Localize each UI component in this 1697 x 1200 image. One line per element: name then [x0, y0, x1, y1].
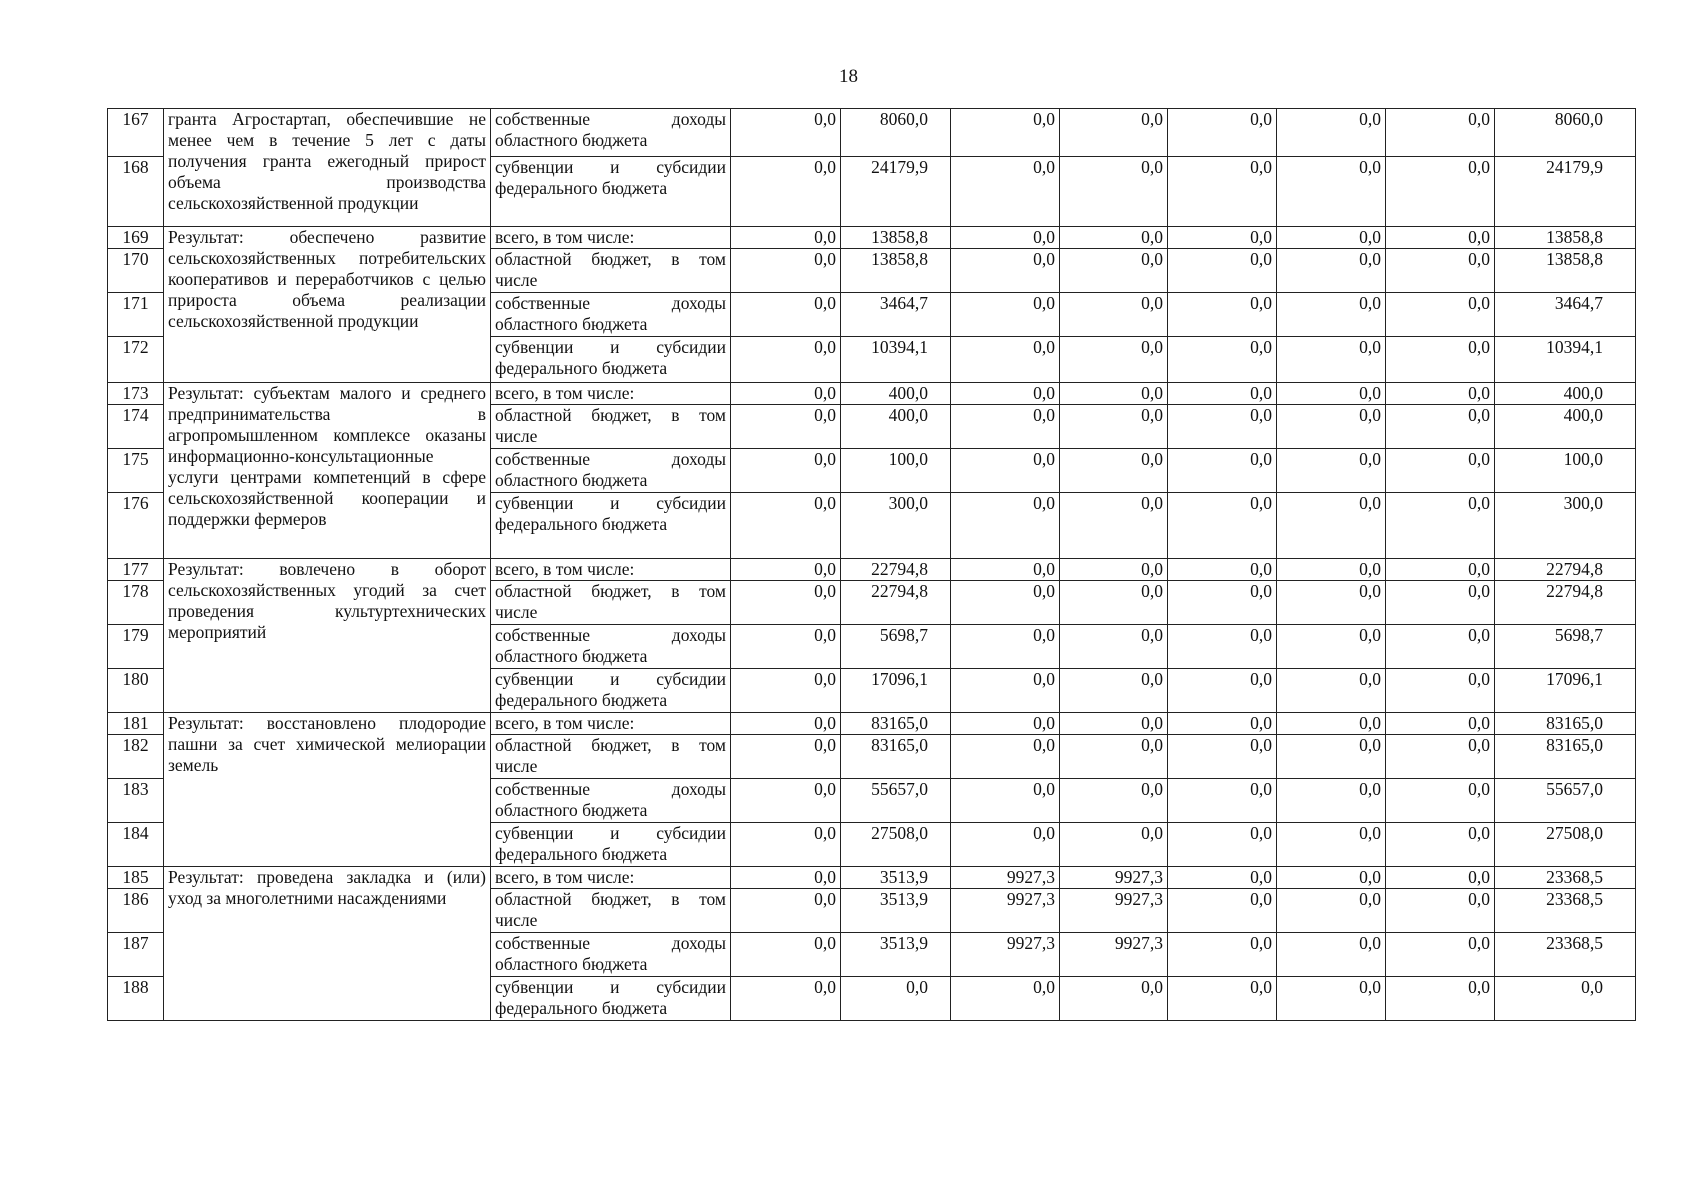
funding-source: областной бюджет, в том числе — [491, 249, 731, 293]
amount-value: 0,0 — [1277, 823, 1386, 867]
amount-value: 0,0 — [1168, 867, 1277, 889]
funding-source: всего, в том числе: — [491, 867, 731, 889]
amount-value: 0,0 — [951, 337, 1060, 383]
amount-value: 0,0 — [1168, 449, 1277, 493]
amount-value: 17096,1 — [841, 669, 951, 713]
amount-value: 300,0 — [841, 493, 951, 559]
amount-value: 0,0 — [1168, 713, 1277, 735]
amount-value: 0,0 — [1060, 405, 1168, 449]
amount-value: 27508,0 — [841, 823, 951, 867]
amount-value: 0,0 — [1277, 157, 1386, 227]
amount-value: 0,0 — [731, 581, 841, 625]
result-description: Результат: субъектам малого и среднего предпринимательства в агропромышленном комплексе оказаны информационно-консультационные услуги центрами компетенций в сфере сельскохозяйственной кооперации и поддержки фермеров — [164, 383, 491, 559]
row-number: 186 — [108, 889, 164, 933]
amount-value: 0,0 — [1168, 405, 1277, 449]
result-description: Результат: восстановлено плодородие пашни за счет химической мелиорации земель — [164, 713, 491, 867]
amount-value: 83165,0 — [841, 713, 951, 735]
amount-value: 0,0 — [1168, 249, 1277, 293]
row-number: 177 — [108, 559, 164, 581]
amount-value: 0,0 — [731, 109, 841, 157]
amount-value: 0,0 — [1277, 867, 1386, 889]
total-value: 8060,0 — [1495, 109, 1636, 157]
amount-value: 9927,3 — [951, 867, 1060, 889]
total-value: 400,0 — [1495, 383, 1636, 405]
row-number: 174 — [108, 405, 164, 449]
amount-value: 0,0 — [1277, 405, 1386, 449]
amount-value: 0,0 — [1277, 227, 1386, 249]
amount-value: 0,0 — [1277, 625, 1386, 669]
amount-value: 0,0 — [1277, 109, 1386, 157]
amount-value: 0,0 — [1060, 337, 1168, 383]
amount-value: 0,0 — [731, 889, 841, 933]
funding-source: областной бюджет, в том числе — [491, 889, 731, 933]
row-number: 184 — [108, 823, 164, 867]
amount-value: 0,0 — [951, 293, 1060, 337]
total-value: 23368,5 — [1495, 889, 1636, 933]
total-value: 17096,1 — [1495, 669, 1636, 713]
amount-value: 0,0 — [1386, 249, 1495, 293]
total-value: 22794,8 — [1495, 559, 1636, 581]
amount-value: 0,0 — [951, 735, 1060, 779]
amount-value: 0,0 — [1386, 383, 1495, 405]
amount-value: 0,0 — [1168, 383, 1277, 405]
row-number: 175 — [108, 449, 164, 493]
table-row — [108, 383, 1636, 405]
amount-value: 0,0 — [1386, 889, 1495, 933]
amount-value: 0,0 — [1277, 293, 1386, 337]
row-number: 181 — [108, 713, 164, 735]
amount-value: 0,0 — [731, 157, 841, 227]
row-number: 173 — [108, 383, 164, 405]
amount-value: 0,0 — [1277, 933, 1386, 977]
result-description: Результат: проведена закладка и (или) уход за многолетними насаждениями — [164, 867, 491, 1021]
funding-source: собственные доходы областного бюджета — [491, 933, 731, 977]
funding-source: собственные доходы областного бюджета — [491, 109, 731, 157]
amount-value: 0,0 — [1277, 669, 1386, 713]
amount-value: 0,0 — [731, 933, 841, 977]
amount-value: 0,0 — [841, 977, 951, 1021]
funding-source: всего, в том числе: — [491, 559, 731, 581]
row-number: 180 — [108, 669, 164, 713]
amount-value: 0,0 — [1060, 669, 1168, 713]
amount-value: 0,0 — [1386, 227, 1495, 249]
funding-source: субвенции и субсидии федерального бюджета — [491, 823, 731, 867]
amount-value: 0,0 — [1386, 293, 1495, 337]
amount-value: 0,0 — [1386, 933, 1495, 977]
amount-value: 0,0 — [1060, 449, 1168, 493]
total-value: 10394,1 — [1495, 337, 1636, 383]
amount-value: 0,0 — [1386, 449, 1495, 493]
amount-value: 0,0 — [1060, 713, 1168, 735]
amount-value: 0,0 — [1060, 581, 1168, 625]
amount-value: 100,0 — [841, 449, 951, 493]
budget-table-body — [108, 109, 1636, 1021]
amount-value: 55657,0 — [841, 779, 951, 823]
total-value: 0,0 — [1495, 977, 1636, 1021]
amount-value: 0,0 — [1060, 383, 1168, 405]
amount-value: 0,0 — [1060, 109, 1168, 157]
amount-value: 0,0 — [951, 227, 1060, 249]
amount-value: 0,0 — [1168, 581, 1277, 625]
amount-value: 0,0 — [1277, 449, 1386, 493]
row-number: 183 — [108, 779, 164, 823]
total-value: 23368,5 — [1495, 933, 1636, 977]
amount-value: 0,0 — [1277, 889, 1386, 933]
funding-source: всего, в том числе: — [491, 713, 731, 735]
amount-value: 0,0 — [1168, 227, 1277, 249]
amount-value: 0,0 — [1386, 625, 1495, 669]
row-number: 176 — [108, 493, 164, 559]
amount-value: 0,0 — [1386, 109, 1495, 157]
amount-value: 0,0 — [1386, 779, 1495, 823]
amount-value: 0,0 — [1386, 669, 1495, 713]
amount-value: 3464,7 — [841, 293, 951, 337]
amount-value: 0,0 — [731, 713, 841, 735]
amount-value: 22794,8 — [841, 559, 951, 581]
amount-value: 0,0 — [1168, 977, 1277, 1021]
amount-value: 13858,8 — [841, 227, 951, 249]
amount-value: 0,0 — [951, 823, 1060, 867]
row-number: 168 — [108, 157, 164, 227]
row-number: 169 — [108, 227, 164, 249]
row-number: 188 — [108, 977, 164, 1021]
amount-value: 8060,0 — [841, 109, 951, 157]
amount-value: 0,0 — [951, 157, 1060, 227]
total-value: 13858,8 — [1495, 249, 1636, 293]
row-number: 178 — [108, 581, 164, 625]
amount-value: 0,0 — [1386, 157, 1495, 227]
page-number: 18 — [839, 66, 858, 87]
amount-value: 0,0 — [1168, 669, 1277, 713]
amount-value: 0,0 — [951, 713, 1060, 735]
amount-value: 0,0 — [731, 823, 841, 867]
amount-value: 3513,9 — [841, 867, 951, 889]
amount-value: 0,0 — [1386, 977, 1495, 1021]
total-value: 5698,7 — [1495, 625, 1636, 669]
amount-value: 22794,8 — [841, 581, 951, 625]
amount-value: 0,0 — [1386, 337, 1495, 383]
amount-value: 0,0 — [1277, 559, 1386, 581]
amount-value: 0,0 — [1060, 625, 1168, 669]
amount-value: 0,0 — [1277, 337, 1386, 383]
amount-value: 0,0 — [731, 249, 841, 293]
funding-source: собственные доходы областного бюджета — [491, 779, 731, 823]
row-number: 185 — [108, 867, 164, 889]
total-value: 3464,7 — [1495, 293, 1636, 337]
total-value: 300,0 — [1495, 493, 1636, 559]
amount-value: 0,0 — [1060, 227, 1168, 249]
amount-value: 5698,7 — [841, 625, 951, 669]
amount-value: 0,0 — [1060, 823, 1168, 867]
total-value: 400,0 — [1495, 405, 1636, 449]
amount-value: 0,0 — [1277, 249, 1386, 293]
amount-value: 24179,9 — [841, 157, 951, 227]
amount-value: 0,0 — [1386, 823, 1495, 867]
amount-value: 0,0 — [731, 383, 841, 405]
amount-value: 0,0 — [1277, 977, 1386, 1021]
amount-value: 0,0 — [1060, 293, 1168, 337]
amount-value: 0,0 — [1277, 493, 1386, 559]
amount-value: 0,0 — [1277, 383, 1386, 405]
amount-value: 0,0 — [731, 779, 841, 823]
amount-value: 0,0 — [731, 493, 841, 559]
funding-source: собственные доходы областного бюджета — [491, 293, 731, 337]
amount-value: 9927,3 — [951, 933, 1060, 977]
amount-value: 0,0 — [1168, 109, 1277, 157]
amount-value: 0,0 — [731, 405, 841, 449]
amount-value: 0,0 — [1168, 559, 1277, 581]
total-value: 100,0 — [1495, 449, 1636, 493]
amount-value: 0,0 — [1168, 779, 1277, 823]
amount-value: 13858,8 — [841, 249, 951, 293]
table-row — [108, 559, 1636, 581]
row-number: 182 — [108, 735, 164, 779]
amount-value: 0,0 — [1386, 405, 1495, 449]
amount-value: 0,0 — [1386, 559, 1495, 581]
funding-source: областной бюджет, в том числе — [491, 735, 731, 779]
row-number: 170 — [108, 249, 164, 293]
amount-value: 0,0 — [731, 449, 841, 493]
funding-source: субвенции и субсидии федерального бюджета — [491, 157, 731, 227]
total-value: 13858,8 — [1495, 227, 1636, 249]
amount-value: 0,0 — [1386, 735, 1495, 779]
amount-value: 9927,3 — [1060, 889, 1168, 933]
amount-value: 0,0 — [1168, 625, 1277, 669]
amount-value: 0,0 — [1386, 867, 1495, 889]
total-value: 83165,0 — [1495, 713, 1636, 735]
amount-value: 0,0 — [1277, 735, 1386, 779]
amount-value: 0,0 — [1277, 581, 1386, 625]
amount-value: 0,0 — [1386, 581, 1495, 625]
amount-value: 0,0 — [951, 493, 1060, 559]
funding-source: субвенции и субсидии федерального бюджета — [491, 337, 731, 383]
amount-value: 0,0 — [1168, 493, 1277, 559]
total-value: 55657,0 — [1495, 779, 1636, 823]
row-number: 167 — [108, 109, 164, 157]
funding-source: всего, в том числе: — [491, 227, 731, 249]
amount-value: 0,0 — [1060, 157, 1168, 227]
amount-value: 9927,3 — [951, 889, 1060, 933]
funding-source: областной бюджет, в том числе — [491, 405, 731, 449]
amount-value: 0,0 — [951, 559, 1060, 581]
amount-value: 0,0 — [951, 109, 1060, 157]
amount-value: 400,0 — [841, 383, 951, 405]
funding-source: всего, в том числе: — [491, 383, 731, 405]
amount-value: 0,0 — [1060, 493, 1168, 559]
amount-value: 0,0 — [951, 405, 1060, 449]
amount-value: 0,0 — [951, 625, 1060, 669]
total-value: 24179,9 — [1495, 157, 1636, 227]
row-number: 171 — [108, 293, 164, 337]
amount-value: 9927,3 — [1060, 933, 1168, 977]
funding-source: областной бюджет, в том числе — [491, 581, 731, 625]
amount-value: 3513,9 — [841, 933, 951, 977]
amount-value: 400,0 — [841, 405, 951, 449]
amount-value: 0,0 — [1168, 933, 1277, 977]
amount-value: 0,0 — [1060, 977, 1168, 1021]
amount-value: 0,0 — [731, 337, 841, 383]
amount-value: 0,0 — [951, 977, 1060, 1021]
funding-source: собственные доходы областного бюджета — [491, 449, 731, 493]
amount-value: 0,0 — [731, 735, 841, 779]
amount-value: 0,0 — [1168, 889, 1277, 933]
amount-value: 0,0 — [951, 581, 1060, 625]
amount-value: 0,0 — [1277, 713, 1386, 735]
funding-source: субвенции и субсидии федерального бюджета — [491, 493, 731, 559]
amount-value: 0,0 — [951, 779, 1060, 823]
result-description: Результат: вовлечено в оборот сельскохозяйственных угодий за счет проведения культуртехнических мероприятий — [164, 559, 491, 713]
total-value: 83165,0 — [1495, 735, 1636, 779]
table-row — [108, 109, 1636, 157]
funding-source: субвенции и субсидии федерального бюджета — [491, 669, 731, 713]
amount-value: 0,0 — [731, 293, 841, 337]
budget-table — [107, 108, 1636, 1021]
amount-value: 10394,1 — [841, 337, 951, 383]
amount-value: 0,0 — [731, 625, 841, 669]
amount-value: 0,0 — [1060, 249, 1168, 293]
table-row — [108, 227, 1636, 249]
amount-value: 9927,3 — [1060, 867, 1168, 889]
amount-value: 0,0 — [951, 383, 1060, 405]
amount-value: 0,0 — [1386, 493, 1495, 559]
result-description: гранта Агростартап, обеспечившие не менее чем в течение 5 лет с даты получения гранта ежегодный прирост объема производства сельскохозяйственной продукции — [164, 109, 491, 227]
amount-value: 0,0 — [951, 669, 1060, 713]
amount-value: 0,0 — [1168, 157, 1277, 227]
result-description: Результат: обеспечено развитие сельскохозяйственных потребительских кооперативов и переработчиков с целью прироста объема реализации сельскохозяйственной продукции — [164, 227, 491, 383]
amount-value: 0,0 — [1168, 823, 1277, 867]
amount-value: 0,0 — [731, 977, 841, 1021]
table-row — [108, 713, 1636, 735]
funding-source: субвенции и субсидии федерального бюджета — [491, 977, 731, 1021]
amount-value: 0,0 — [1060, 559, 1168, 581]
amount-value: 0,0 — [1168, 735, 1277, 779]
row-number: 172 — [108, 337, 164, 383]
amount-value: 0,0 — [1060, 779, 1168, 823]
amount-value: 0,0 — [951, 249, 1060, 293]
amount-value: 0,0 — [951, 449, 1060, 493]
total-value: 23368,5 — [1495, 867, 1636, 889]
amount-value: 3513,9 — [841, 889, 951, 933]
amount-value: 0,0 — [1277, 779, 1386, 823]
amount-value: 0,0 — [1168, 293, 1277, 337]
table-row — [108, 867, 1636, 889]
total-value: 22794,8 — [1495, 581, 1636, 625]
amount-value: 83165,0 — [841, 735, 951, 779]
amount-value: 0,0 — [731, 227, 841, 249]
amount-value: 0,0 — [1386, 713, 1495, 735]
funding-source: собственные доходы областного бюджета — [491, 625, 731, 669]
amount-value: 0,0 — [731, 559, 841, 581]
row-number: 179 — [108, 625, 164, 669]
amount-value: 0,0 — [731, 867, 841, 889]
total-value: 27508,0 — [1495, 823, 1636, 867]
row-number: 187 — [108, 933, 164, 977]
amount-value: 0,0 — [1060, 735, 1168, 779]
amount-value: 0,0 — [731, 669, 841, 713]
amount-value: 0,0 — [1168, 337, 1277, 383]
